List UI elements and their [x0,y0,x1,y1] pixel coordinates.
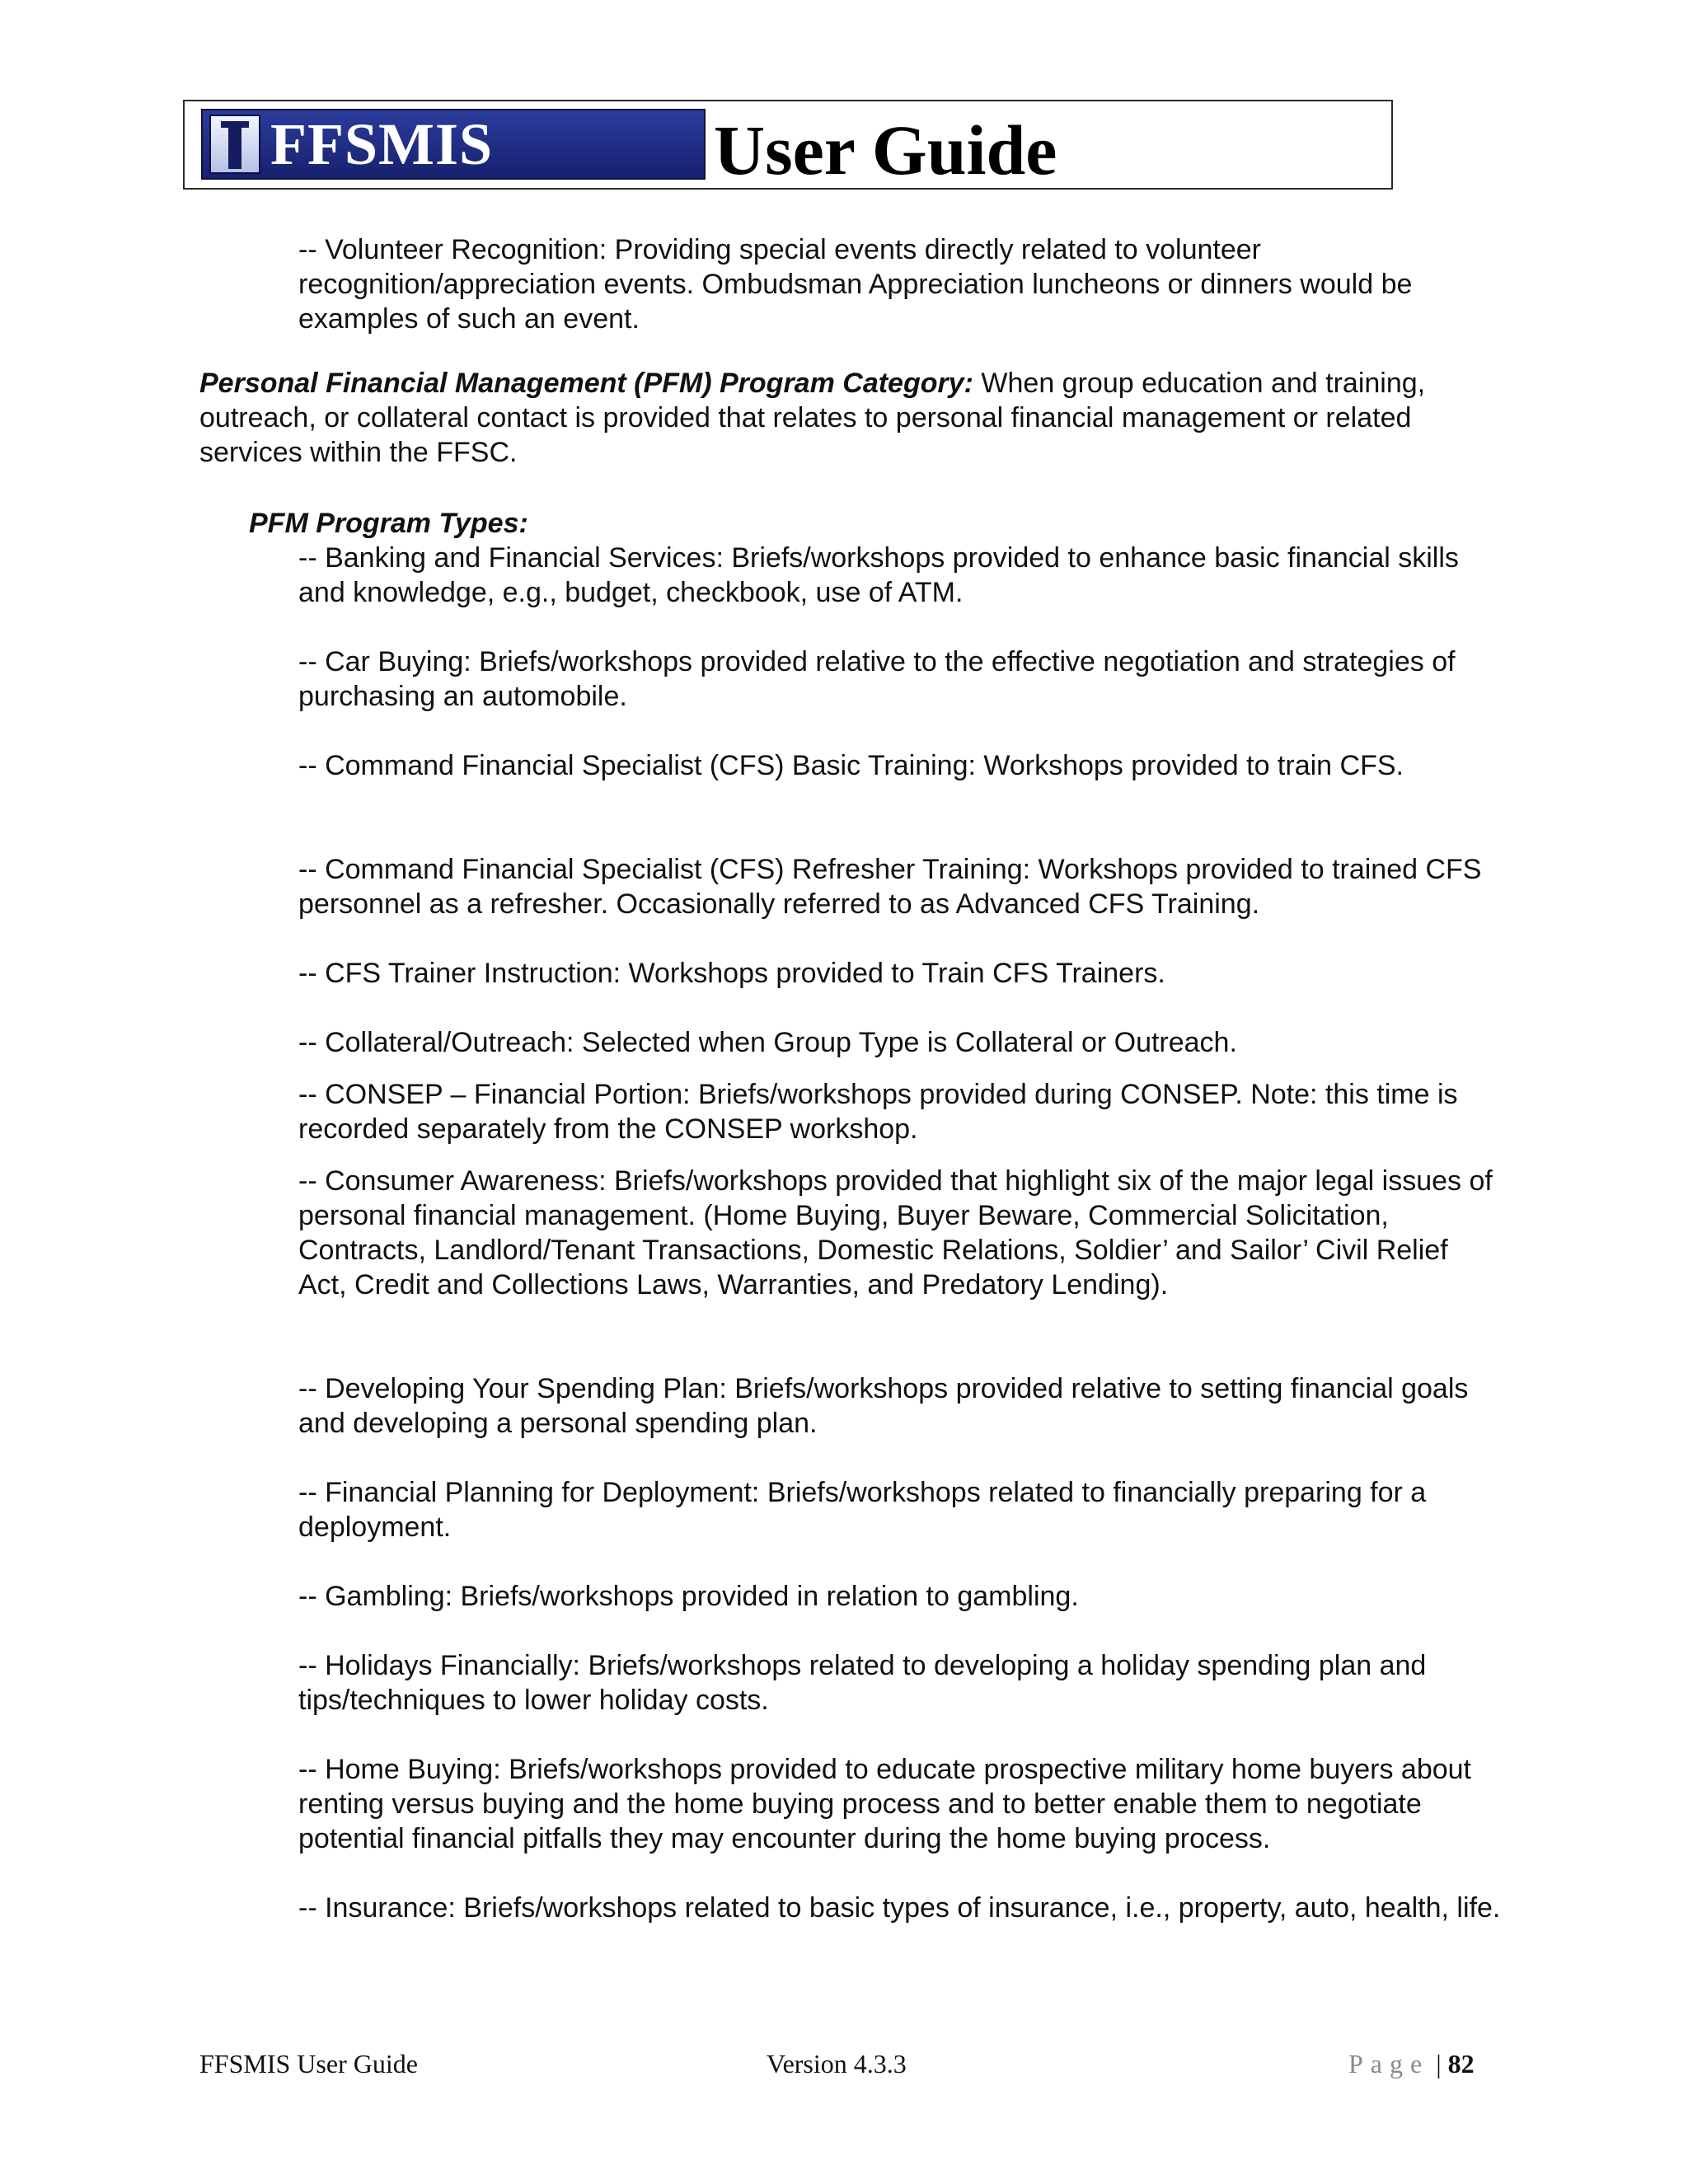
list-item: -- Banking and Financial Services: Briefs/workshops provided to enhance basic financial skills and knowledge, e.g., budget, checkbook, use of ATM. [298,542,1459,608]
list-item: -- Command Financial Specialist (CFS) Basic Training: Workshops provided to train CFS. [298,750,1404,781]
page-separator: | [1429,2049,1448,2079]
page-header [183,100,1393,190]
lighthouse-icon [209,115,260,174]
page-label: Page [1348,2049,1430,2079]
list-item: -- Holidays Financially: Briefs/workshops related to developing a holiday spending plan and tips/techniques to lower holiday costs. [298,1650,1427,1716]
list-item: -- CFS Trainer Instruction: Workshops provided to Train CFS Trainers. [298,958,1165,989]
list-item: -- Car Buying: Briefs/workshops provided relative to the effective negotiation and strategies of purchasing an automobile. [298,646,1456,712]
list-item: -- Consumer Awareness: Briefs/workshops provided that highlight six of the major legal issues of personal financial management. (Home Buying, Buyer Beware, Commercial Solicitation, Contracts, Landlord/Tenant Transactions, Domestic Relations, Soldier’ and Sailor’ Civil Relief Act, Credit and Collections Laws, Warranties, and Predatory Lending). [298,1165,1493,1301]
footer-page [1348,2047,1475,2080]
list-item: -- Gambling: Briefs/workshops provided in relation to gambling. [298,1581,1079,1612]
header-title: User Guide [714,110,1057,190]
page-number: 82 [1447,2049,1475,2079]
footer-title: FFSMIS User Guide [199,2049,418,2079]
pfm-category-paragraph [199,366,1502,470]
list-item: -- Developing Your Spending Plan: Briefs/workshops provided relative to setting financial goals and developing a personal spending plan. [298,1373,1469,1439]
logo-text: FFSMIS [270,111,494,177]
list-item: -- Collateral/Outreach: Selected when Group Type is Collateral or Outreach. [298,1027,1237,1058]
ffsmis-logo [201,109,706,180]
pfm-category-text: When group education and training, outreach, or collateral contact is provided that relates to personal financial management or related services within the FFSC. [199,368,1426,468]
list-item: -- Insurance: Briefs/workshops related to basic types of insurance, i.e., property, auto, health, life. [298,1892,1501,1924]
list-item: -- Financial Planning for Deployment: Briefs/workshops related to financially preparing for a deployment. [298,1477,1427,1543]
list-item: -- Home Buying: Briefs/workshops provided to educate prospective military home buyers about renting versus buying and the home buying process and to better enable them to negotiate potential financial pitfalls they may encounter during the home buying process. [298,1754,1472,1854]
list-item: -- CONSEP – Financial Portion: Briefs/workshops provided during CONSEP. Note: this time is recorded separately from the CONSEP workshop. [298,1079,1458,1145]
pfm-types-heading: PFM Program Types: [249,508,528,539]
footer-version: Version 4.3.3 [767,2049,907,2079]
volunteer-recognition-item: -- Volunteer Recognition: Providing special events directly related to volunteer recognition/appreciation events. Ombudsman Appreciation luncheons or dinners would be examples of such an event. [298,234,1413,335]
list-item: -- Command Financial Specialist (CFS) Refresher Training: Workshops provided to trained CFS personnel as a refresher. Occasionally referred to as Advanced CFS Training. [298,854,1482,920]
pfm-category-label: Personal Financial Management (PFM) Program Category: [199,368,973,399]
